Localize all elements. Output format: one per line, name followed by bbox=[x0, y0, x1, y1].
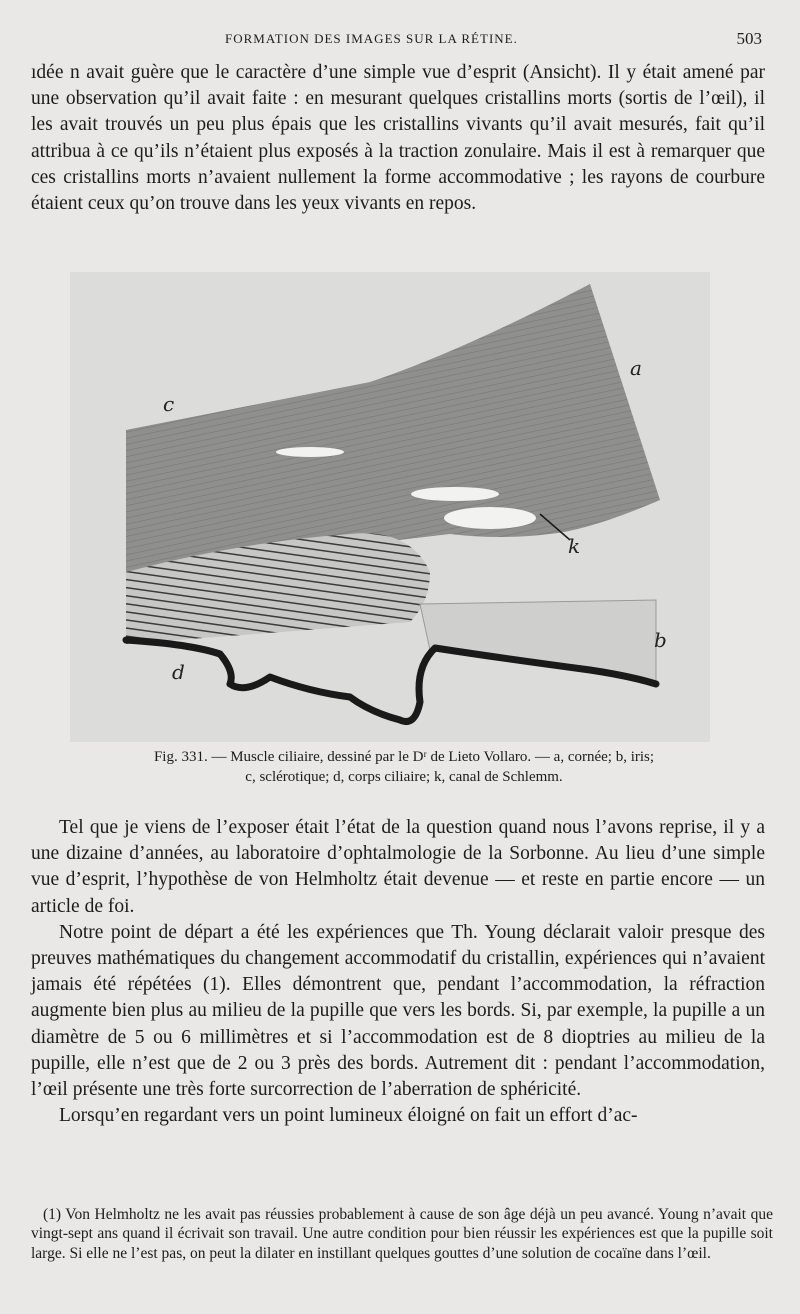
figure-ciliary-muscle bbox=[70, 272, 710, 742]
schlemm-canal bbox=[444, 507, 536, 529]
paragraph: Lorsqu’en regardant vers un point lumineux éloigné on fait un effort d’ac- bbox=[59, 1105, 638, 1127]
schlemm-canal bbox=[276, 447, 344, 457]
ciliary-muscle-drawing bbox=[70, 272, 710, 742]
figure-caption bbox=[40, 747, 768, 787]
paragraph: Tel que je viens de l’exposer était l’état de la question quand nous l’avons reprise, il y a une dizaine d’années, au laboratoire d’ophtalmologie de la Sorbonne. Au lieu d’une simple vue d’esprit, l’hypothèse de von Helmholtz était devenue — et reste en partie encore — un article de foi. bbox=[31, 817, 765, 917]
fig-label-c: c bbox=[163, 392, 175, 416]
running-head bbox=[0, 27, 800, 49]
body-text-bottom bbox=[31, 815, 765, 1129]
sclera-cornea-band bbox=[126, 284, 660, 572]
fig-label-b: b bbox=[654, 628, 667, 652]
caption-line: Fig. 331. — Muscle ciliaire, dessiné par le Dʳ de Lieto Vollaro. — a, cornée; b, iris; bbox=[153, 749, 655, 765]
fig-label-a: a bbox=[630, 356, 642, 380]
paragraph: Notre point de départ a été les expériences que Th. Young déclarait valoir presque des preuves mathématiques du changement accommodatif du cristallin, expériences qui n’avaient jamais été répétées (1). Elles démontrent que, pendant l’accommodation, la réfraction augmente bien plus au milieu de la pupille que vers les bords. Si, par exemple, la pupille a un diamètre de 5 ou 6 millimètres et si l’accommodation est de 8 dioptries au milieu de la pupille, elle n’est que de 2 ou 3 près des bords. Autrement dit : pendant l’accommodation, l’œil présente une très forte surcorrection de l’aberration de sphéricité. bbox=[31, 921, 765, 1101]
fig-label-k: k bbox=[568, 534, 581, 558]
fig-label-d: d bbox=[172, 660, 185, 684]
iris-band bbox=[420, 600, 656, 682]
paragraph: ıdée n avait guère que le caractère d’une simple vue d’esprit (Ansicht). Il y était amené par une observation qu’il avait faite : en mesurant quelques cristallins morts (sortis de l’œil), il les avait trouvés un peu plus épais que les cristallins vivants qu’il avait mesurés, fait qu’il attribua à ce qu’ils n’étaient plus exposés à la traction zonulaire. Mais il est à remarquer que ces cristallins morts n’avaient nullement la forme accommodative ; les rayons de courbure étaient ceux qu’on trouve dans les yeux vivants en repos. bbox=[31, 62, 765, 215]
footnote-text: (1) Von Helmholtz ne les avait pas réussies probablement à cause de son âge déjà un peu avancé. Young n’avait que vingt-sept ans quand il écrivait son travail. Une autre condition pour bien réussir les expériences est que la pupille soit large. Si elle ne l’est pas, on peut la dilater en instillant quelques gouttes d’une solution de cocaïne dans l’œil. bbox=[31, 1206, 773, 1262]
page-number: 503 bbox=[736, 29, 762, 48]
body-text-top bbox=[31, 60, 765, 217]
schlemm-canal bbox=[411, 487, 499, 501]
running-title: FORMATION DES IMAGES SUR LA RÉTINE. bbox=[225, 31, 518, 46]
caption-line: c, sclérotique; d, corps ciliaire; k, canal de Schlemm. bbox=[245, 769, 563, 785]
footnote bbox=[31, 1205, 773, 1263]
